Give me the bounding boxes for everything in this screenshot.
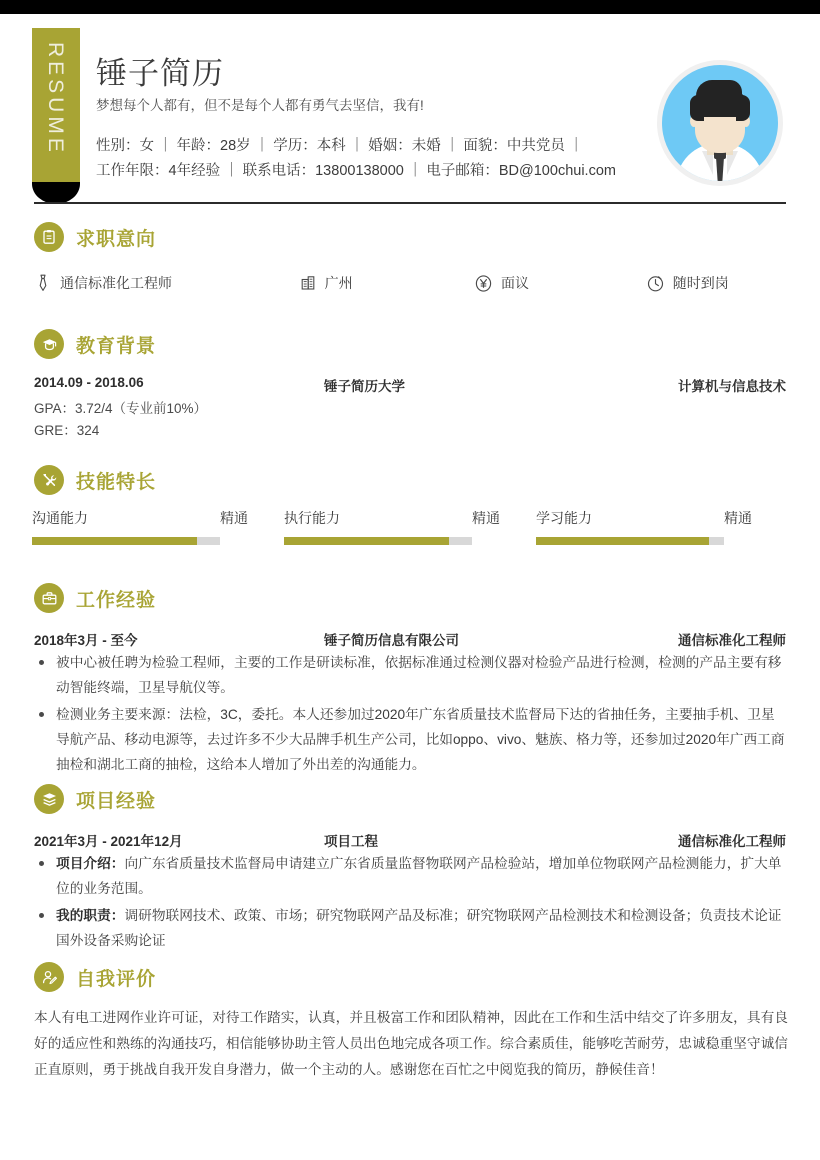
personal-info-line-2: 工作年限：4年经验 ｜ 联系电话：13800138000 ｜ 电子邮箱：BD@100chui.com xyxy=(96,163,616,179)
project-bullets xyxy=(34,851,786,955)
building-icon xyxy=(299,274,317,292)
work-role: 通信标准化工程师 xyxy=(678,633,786,648)
section-header-education xyxy=(34,329,156,359)
work-company: 锤子简历信息有限公司 xyxy=(324,633,459,648)
project-role: 通信标准化工程师 xyxy=(678,834,786,849)
personal-info-line-1: 性别：女 ｜ 年龄：28岁 ｜ 学历：本科 ｜ 婚姻：未婚 ｜ 面貌：中共党员 ｜ xyxy=(96,138,584,154)
personal-info xyxy=(96,134,616,184)
tie-icon xyxy=(34,274,52,292)
intent-item-salary xyxy=(475,273,647,293)
evaluation-text: 本人有电工进网作业许可证，对待工作踏实，认真，并且极富工作和团队精神，因此在工作和生活中结交了许多朋友，具有良好的适应性和熟练的沟通技巧，相信能够协助主管人员出色地完成各项工作。综合素质佳，能够吃苦耐劳，忠诚稳重坚守诚信正直原则，勇于挑战自我开发自身潜力，做一个主动的人。感谢您在百忙之中阅览我的简历，静候佳音！ xyxy=(34,1010,788,1077)
intent-availability-text: 随时到岗 xyxy=(672,275,729,291)
project-entry-header xyxy=(34,830,786,850)
intent-item-position xyxy=(34,273,299,293)
skill-fill-2 xyxy=(536,537,709,545)
project-bullet-1-text: 调研物联网技术、政策、市场；研究物联网产品及标准；研究物联网产品检测技术和检测设备；负责技术论证国外设备采购论证 xyxy=(56,908,782,948)
user-edit-icon xyxy=(34,962,64,992)
section-title-skills: 技能特长 xyxy=(76,471,157,493)
skill-level-2: 精通 xyxy=(724,510,752,526)
intent-city-text: 广州 xyxy=(324,275,353,291)
education-gre: GRE：324 xyxy=(34,423,100,438)
intent-row xyxy=(34,273,786,293)
work-date: 2018年3月 - 至今 xyxy=(34,633,138,648)
education-gpa: GPA：3.72/4（专业前10%） xyxy=(34,401,208,416)
skill-name-0: 沟通能力 xyxy=(32,510,88,526)
education-date: 2014.09 - 2018.06 xyxy=(34,375,144,390)
intent-salary-text: 面议 xyxy=(500,275,529,291)
section-title-education: 教育背景 xyxy=(76,335,157,357)
project-name: 项目工程 xyxy=(324,834,378,849)
section-header-project xyxy=(34,784,156,814)
skill-level-1: 精通 xyxy=(472,510,500,526)
skill-item-1 xyxy=(284,508,536,545)
skill-bar-2 xyxy=(536,537,724,545)
section-header-intent xyxy=(34,222,156,252)
resume-header xyxy=(0,14,820,202)
section-header-skills xyxy=(34,465,156,495)
education-school: 锤子简历大学 xyxy=(324,379,405,394)
work-bullet-0: 被中心被任聘为检验工程师，主要的工作是研读标准，依据标准通过检测仪器对检验产品进行检测，检测的产品主要有移动智能终端，卫星导航仪等。 xyxy=(34,650,786,700)
skill-level-0: 精通 xyxy=(220,510,248,526)
work-bullets xyxy=(34,650,786,779)
work-entry-header xyxy=(34,629,786,649)
page-title: 锤子简历 xyxy=(96,56,224,91)
skill-bar-0 xyxy=(32,537,220,545)
project-bullet-0-label: 项目介绍： xyxy=(56,856,125,871)
project-bullet-0-text: 向广东省质量技术监督局申请建立广东省质量监督物联网产品检验站，增加单位物联网产品检测能力，扩大单位的业务范围。 xyxy=(56,856,782,896)
project-bullet-1 xyxy=(34,903,786,953)
ribbon-tail xyxy=(32,182,80,204)
top-black-bar xyxy=(0,0,820,14)
layers-icon xyxy=(34,784,64,814)
work-bullet-1: 检测业务主要来源：法检，3C，委托。本人还参加过2020年广东省质量技术监督局下达的省抽任务，主要抽手机、卫星导航产品、移动电源等，去过许多不少大品牌手机生产公司，比如oppo、vivo、魅族、格力等，还参加过2020年广西工商抽检和湖北工商的抽检，这给本人增加了外出差的沟通能力。 xyxy=(34,702,786,777)
section-header-work xyxy=(34,583,156,613)
graduation-cap-icon xyxy=(34,329,64,359)
tagline: 梦想每个人都有，但不是每个人都有勇气去坚信，我有! xyxy=(96,98,424,113)
tools-icon xyxy=(34,465,64,495)
skill-name-2: 学习能力 xyxy=(536,510,592,526)
intent-position-text: 通信标准化工程师 xyxy=(60,275,172,291)
section-header-evaluation xyxy=(34,962,156,992)
avatar xyxy=(657,60,783,186)
project-date: 2021年3月 - 2021年12月 xyxy=(34,834,183,849)
briefcase-icon xyxy=(34,583,64,613)
yen-icon xyxy=(475,274,493,292)
project-bullet-0 xyxy=(34,851,786,901)
section-title-project: 项目经验 xyxy=(76,790,157,812)
skills-row xyxy=(32,508,788,545)
skill-bar-1 xyxy=(284,537,472,545)
resume-ribbon xyxy=(32,28,80,184)
skill-item-0 xyxy=(32,508,284,545)
intent-item-availability xyxy=(647,273,786,293)
ribbon-label: RESUME xyxy=(44,42,67,156)
skill-name-1: 执行能力 xyxy=(284,510,340,526)
skill-fill-1 xyxy=(284,537,449,545)
intent-item-city xyxy=(299,273,475,293)
section-title-evaluation: 自我评价 xyxy=(76,968,157,990)
education-entry-header xyxy=(34,375,786,395)
skill-fill-0 xyxy=(32,537,197,545)
clock-icon xyxy=(647,274,665,292)
clipboard-icon xyxy=(34,222,64,252)
header-divider xyxy=(34,202,786,204)
section-title-work: 工作经验 xyxy=(76,589,157,611)
project-bullet-1-label: 我的职责： xyxy=(56,908,125,923)
education-major: 计算机与信息技术 xyxy=(678,379,786,394)
avatar-illustration xyxy=(662,65,778,181)
skill-item-2 xyxy=(536,508,788,545)
section-title-intent: 求职意向 xyxy=(76,228,157,250)
